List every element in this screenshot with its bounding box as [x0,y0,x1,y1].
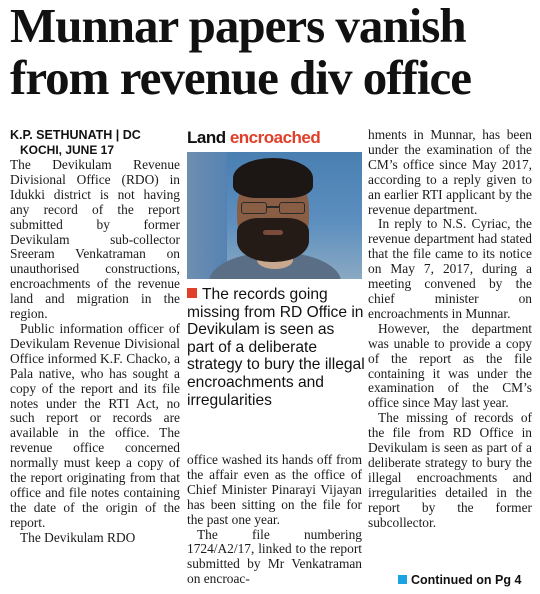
headline-line-2: from revenue div office [10,50,471,105]
paragraph: The file numbering 1724/A2/17, linked to the report submitted by Mr Venkatraman on encroac- [187,526,362,587]
kicker-word-encroached: encroached [229,128,321,147]
article-column-2 [187,453,362,587]
kicker-word-land: Land [187,128,226,147]
pull-quote-text: The records going missing from RD Office in Devikulam is seen as part of a deliberate strategy to bury the illegal encroachments and irregularities [187,286,365,409]
red-square-bullet-icon [187,288,197,298]
byline: K.P. SETHUNATH | DC [10,128,141,142]
article-column-3 [368,128,532,530]
paragraph: hments in Munnar, has been under the examination of the CM’s office since May 2017, according to a reply given to an earlier RTI applicant by the revenue department. [368,127,532,217]
portrait-photo [187,152,362,279]
paragraph: The missing of records of the file from RD Office in Devikulam is seen as part of a deliberate strategy to bury the illegal encroachments and irregularities detailed in the report by the former subcollector. [368,410,532,530]
blue-square-bullet-icon [398,575,407,584]
paragraph: In reply to N.S. Cyriac, the revenue department had stated that the file came to its notice on May 7, 2017, during a meeting convened by the chief minister on encroachments in Munnar. [368,216,532,321]
section-kicker [187,128,362,148]
continued-link[interactable] [398,573,521,588]
continued-label: Continued on Pg 4 [411,573,522,587]
paragraph: Public information officer of Devikulam Revenue Divisional Office informed K.F. Chacko, a Pala native, who has sought a copy of the report and its file notes under the RTI Act, no such report or records are available in the office. The revenue office concerned normally must keep a copy of the report originating from that office and file notes containing the date of the origin of the report. [10,320,180,530]
paragraph: However, the department was unable to provide a copy of the report as the file containing it was under the examination of the CM’s office since May last year. [368,320,532,411]
glasses-icon [239,202,307,216]
paragraph: The Devikulam Revenue Divisional Office (RDO) in Idukki district is not having any record of the report submitted by former Devikulam sub-collector Sreeram Venkatraman on unauthorised constructions, encroachments of the revenue land and migration in the region. [10,157,180,322]
pull-quote [187,286,365,409]
paragraph: office washed its hands off from the affair even as the office of Chief Minister Pinarayi Vijayan has been sitting on the file for the past one year. [187,452,362,527]
headline-line-1: Munnar papers vanish [10,0,466,53]
headline [10,0,535,104]
paragraph: The Devikulam RDO [20,529,136,545]
article-column-1 [10,128,180,546]
dateline: KOCHI, JUNE 17 [20,143,115,157]
